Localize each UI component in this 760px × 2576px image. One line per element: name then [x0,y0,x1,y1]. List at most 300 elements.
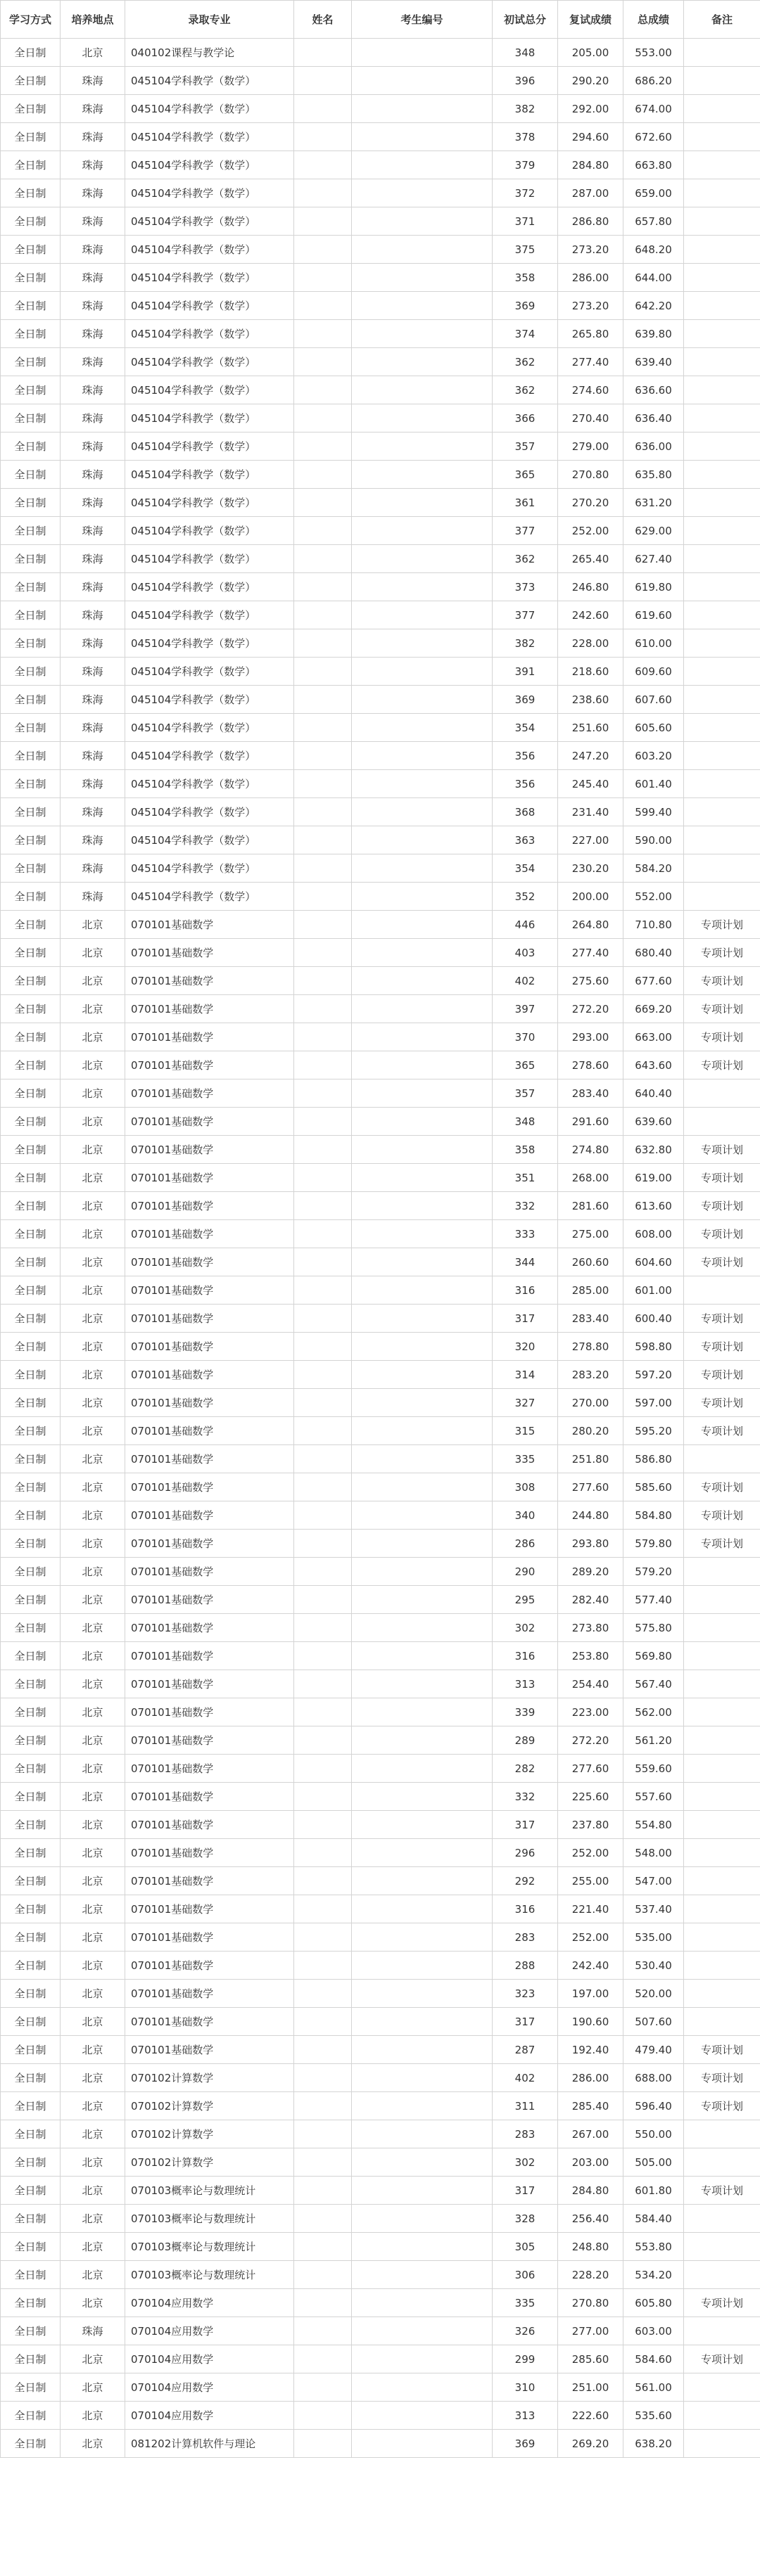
cell-exam-id [352,1642,493,1670]
cell-exam-id [352,2092,493,2120]
cell-study-mode: 全日制 [1,2317,61,2345]
cell-note [684,686,760,714]
cell-note [684,2402,760,2430]
table-row [1,1980,760,2008]
cell-retest-score: 272.20 [558,1726,623,1755]
cell-retest-score: 256.40 [558,2205,623,2233]
cell-major: 070103概率论与数理统计 [125,2233,294,2261]
cell-exam-id [352,2289,493,2317]
cell-exam-id [352,2205,493,2233]
cell-initial-score: 317 [493,2008,558,2036]
cell-major: 070101基础数学 [125,1051,294,1079]
cell-total-score: 579.80 [623,1530,684,1558]
cell-name [294,432,352,461]
cell-location: 北京 [61,1614,125,1642]
cell-major: 070101基础数学 [125,1389,294,1417]
cell-retest-score: 274.60 [558,376,623,404]
cell-total-score: 619.60 [623,601,684,629]
cell-study-mode: 全日制 [1,742,61,770]
cell-initial-score: 295 [493,1586,558,1614]
cell-retest-score: 254.40 [558,1670,623,1698]
cell-initial-score: 288 [493,1952,558,1980]
table-row [1,601,760,629]
cell-name [294,404,352,432]
cell-total-score: 644.00 [623,264,684,292]
cell-retest-score: 292.00 [558,95,623,123]
cell-location: 北京 [61,1501,125,1530]
cell-note [684,1108,760,1136]
table-row [1,939,760,967]
cell-exam-id [352,939,493,967]
cell-exam-id [352,629,493,658]
cell-total-score: 569.80 [623,1642,684,1670]
cell-name [294,1164,352,1192]
cell-retest-score: 267.00 [558,2120,623,2148]
table-row [1,2261,760,2289]
header-total-score: 总成绩 [623,1,684,39]
cell-major: 070101基础数学 [125,967,294,995]
cell-exam-id [352,770,493,798]
cell-exam-id [352,2345,493,2373]
cell-major: 070102计算数学 [125,2064,294,2092]
cell-note [684,39,760,67]
cell-study-mode: 全日制 [1,1670,61,1698]
cell-total-score: 613.60 [623,1192,684,1220]
cell-total-score: 686.20 [623,67,684,95]
cell-retest-score: 285.00 [558,1276,623,1305]
cell-retest-score: 242.60 [558,601,623,629]
header-exam-id: 考生编号 [352,1,493,39]
cell-retest-score: 273.20 [558,292,623,320]
table-row [1,95,760,123]
cell-study-mode: 全日制 [1,1108,61,1136]
cell-total-score: 688.00 [623,2064,684,2092]
cell-location: 珠海 [61,854,125,883]
cell-exam-id [352,601,493,629]
cell-exam-id [352,1501,493,1530]
cell-major: 045104学科教学（数学） [125,489,294,517]
cell-note [684,1895,760,1923]
cell-location: 北京 [61,1895,125,1923]
cell-note: 专项计划 [684,1023,760,1051]
cell-study-mode: 全日制 [1,1389,61,1417]
table-row [1,1952,760,1980]
cell-location: 北京 [61,1923,125,1952]
cell-location: 珠海 [61,292,125,320]
cell-initial-score: 356 [493,770,558,798]
cell-exam-id [352,1389,493,1417]
cell-name [294,714,352,742]
cell-initial-score: 332 [493,1783,558,1811]
cell-name [294,348,352,376]
cell-note: 专项计划 [684,967,760,995]
cell-initial-score: 317 [493,1811,558,1839]
cell-retest-score: 237.80 [558,1811,623,1839]
cell-note [684,1867,760,1895]
cell-exam-id [352,404,493,432]
cell-note [684,1952,760,1980]
cell-note [684,1079,760,1108]
table-row [1,2092,760,2120]
table-row [1,742,760,770]
cell-initial-score: 308 [493,1473,558,1501]
cell-note: 专项计划 [684,995,760,1023]
table-row [1,1473,760,1501]
cell-location: 北京 [61,1783,125,1811]
cell-total-score: 537.40 [623,1895,684,1923]
cell-exam-id [352,1670,493,1698]
cell-study-mode: 全日制 [1,1220,61,1248]
cell-retest-score: 252.00 [558,1923,623,1952]
table-row [1,404,760,432]
cell-total-score: 586.80 [623,1445,684,1473]
cell-initial-score: 316 [493,1276,558,1305]
cell-note [684,770,760,798]
cell-retest-score: 284.80 [558,2177,623,2205]
table-row [1,1389,760,1417]
table-row [1,1530,760,1558]
cell-name [294,1558,352,1586]
cell-note [684,1642,760,1670]
cell-retest-score: 272.20 [558,995,623,1023]
cell-name [294,1501,352,1530]
cell-exam-id [352,854,493,883]
cell-location: 北京 [61,1670,125,1698]
cell-name [294,1051,352,1079]
cell-total-score: 710.80 [623,911,684,939]
cell-note: 专项计划 [684,2036,760,2064]
cell-note [684,95,760,123]
cell-total-score: 554.80 [623,1811,684,1839]
cell-total-score: 520.00 [623,1980,684,2008]
cell-name [294,1895,352,1923]
cell-note [684,883,760,911]
cell-total-score: 561.20 [623,1726,684,1755]
cell-location: 北京 [61,1276,125,1305]
cell-major: 045104学科教学（数学） [125,826,294,854]
cell-initial-score: 358 [493,1136,558,1164]
cell-location: 珠海 [61,264,125,292]
cell-study-mode: 全日制 [1,1698,61,1726]
cell-initial-score: 351 [493,1164,558,1192]
cell-study-mode: 全日制 [1,1051,61,1079]
cell-exam-id [352,151,493,179]
cell-name [294,2373,352,2402]
cell-retest-score: 285.60 [558,2345,623,2373]
cell-exam-id [352,1417,493,1445]
cell-exam-id [352,1586,493,1614]
cell-location: 珠海 [61,179,125,207]
cell-note [684,826,760,854]
table-row [1,1333,760,1361]
cell-name [294,1023,352,1051]
cell-name [294,686,352,714]
cell-total-score: 535.00 [623,1923,684,1952]
cell-study-mode: 全日制 [1,432,61,461]
cell-name [294,1220,352,1248]
table-row [1,67,760,95]
cell-major: 070104应用数学 [125,2373,294,2402]
cell-note: 专项计划 [684,2177,760,2205]
cell-location: 北京 [61,2148,125,2177]
table-row [1,1417,760,1445]
cell-major: 070102计算数学 [125,2092,294,2120]
header-study-mode: 学习方式 [1,1,61,39]
cell-total-score: 479.40 [623,2036,684,2064]
cell-location: 北京 [61,2402,125,2430]
table-row [1,995,760,1023]
cell-note [684,1614,760,1642]
cell-exam-id [352,320,493,348]
cell-name [294,1923,352,1952]
cell-retest-score: 245.40 [558,770,623,798]
cell-total-score: 601.80 [623,2177,684,2205]
cell-retest-score: 223.00 [558,1698,623,1726]
table-row [1,123,760,151]
cell-retest-score: 282.40 [558,1586,623,1614]
cell-initial-score: 397 [493,995,558,1023]
cell-major: 070101基础数学 [125,1108,294,1136]
cell-note [684,404,760,432]
cell-major: 070104应用数学 [125,2402,294,2430]
cell-major: 045104学科教学（数学） [125,742,294,770]
cell-initial-score: 306 [493,2261,558,2289]
cell-initial-score: 292 [493,1867,558,1895]
cell-retest-score: 242.40 [558,1952,623,1980]
cell-location: 珠海 [61,714,125,742]
cell-location: 珠海 [61,489,125,517]
table-row [1,629,760,658]
cell-location: 珠海 [61,67,125,95]
cell-study-mode: 全日制 [1,1445,61,1473]
cell-location: 北京 [61,1530,125,1558]
cell-initial-score: 332 [493,1192,558,1220]
cell-total-score: 547.00 [623,1867,684,1895]
cell-note [684,207,760,236]
cell-note [684,2148,760,2177]
cell-study-mode: 全日制 [1,826,61,854]
cell-exam-id [352,2373,493,2402]
cell-initial-score: 302 [493,2148,558,2177]
cell-note: 专项计划 [684,911,760,939]
cell-total-score: 619.80 [623,573,684,601]
cell-location: 北京 [61,967,125,995]
cell-location: 珠海 [61,798,125,826]
cell-exam-id [352,1108,493,1136]
cell-initial-score: 402 [493,2064,558,2092]
cell-retest-score: 265.40 [558,545,623,573]
cell-location: 珠海 [61,883,125,911]
table-row [1,1164,760,1192]
cell-study-mode: 全日制 [1,1192,61,1220]
cell-retest-score: 221.40 [558,1895,623,1923]
cell-retest-score: 251.80 [558,1445,623,1473]
cell-exam-id [352,1980,493,2008]
cell-study-mode: 全日制 [1,1333,61,1361]
cell-name [294,1698,352,1726]
cell-exam-id [352,2008,493,2036]
cell-major: 081202计算机软件与理论 [125,2430,294,2458]
cell-note: 专项计划 [684,1164,760,1192]
cell-major: 045104学科教学（数学） [125,883,294,911]
cell-initial-score: 358 [493,264,558,292]
cell-major: 045104学科教学（数学） [125,714,294,742]
cell-initial-score: 335 [493,2289,558,2317]
cell-initial-score: 446 [493,911,558,939]
cell-study-mode: 全日制 [1,798,61,826]
cell-total-score: 552.00 [623,883,684,911]
cell-exam-id [352,1136,493,1164]
cell-location: 北京 [61,1333,125,1361]
cell-location: 北京 [61,1192,125,1220]
cell-major: 045104学科教学（数学） [125,320,294,348]
cell-study-mode: 全日制 [1,1755,61,1783]
cell-initial-score: 327 [493,1389,558,1417]
cell-location: 北京 [61,1980,125,2008]
cell-note [684,714,760,742]
cell-initial-score: 315 [493,1417,558,1445]
cell-initial-score: 362 [493,376,558,404]
cell-retest-score: 231.40 [558,798,623,826]
cell-exam-id [352,1473,493,1501]
cell-name [294,967,352,995]
cell-name [294,1079,352,1108]
cell-exam-id [352,39,493,67]
cell-exam-id [352,432,493,461]
cell-note: 专项计划 [684,939,760,967]
table-row [1,2148,760,2177]
cell-study-mode: 全日制 [1,1361,61,1389]
cell-note [684,2233,760,2261]
cell-exam-id [352,1895,493,1923]
cell-retest-score: 251.00 [558,2373,623,2402]
cell-study-mode: 全日制 [1,207,61,236]
cell-name [294,2036,352,2064]
cell-initial-score: 357 [493,432,558,461]
table-row [1,798,760,826]
table-row [1,2064,760,2092]
cell-note [684,376,760,404]
cell-initial-score: 352 [493,883,558,911]
cell-retest-score: 283.40 [558,1305,623,1333]
cell-initial-score: 320 [493,1333,558,1361]
cell-note [684,1839,760,1867]
cell-retest-score: 273.80 [558,1614,623,1642]
cell-total-score: 663.80 [623,151,684,179]
cell-study-mode: 全日制 [1,545,61,573]
cell-major: 070101基础数学 [125,2036,294,2064]
cell-retest-score: 278.80 [558,1333,623,1361]
table-row [1,1586,760,1614]
cell-exam-id [352,1079,493,1108]
cell-initial-score: 282 [493,1755,558,1783]
cell-location: 北京 [61,1164,125,1192]
cell-retest-score: 230.20 [558,854,623,883]
cell-note: 专项计划 [684,1192,760,1220]
cell-major: 070101基础数学 [125,1698,294,1726]
cell-initial-score: 286 [493,1530,558,1558]
cell-location: 北京 [61,911,125,939]
cell-major: 070101基础数学 [125,1164,294,1192]
cell-total-score: 553.00 [623,39,684,67]
table-row [1,151,760,179]
cell-name [294,2430,352,2458]
cell-retest-score: 247.20 [558,742,623,770]
table-body [1,39,760,2458]
cell-exam-id [352,2177,493,2205]
table-row [1,1248,760,1276]
cell-study-mode: 全日制 [1,1783,61,1811]
cell-major: 070101基础数学 [125,1614,294,1642]
cell-major: 045104学科教学（数学） [125,179,294,207]
table-row [1,1305,760,1333]
table-row [1,1136,760,1164]
table-row [1,2036,760,2064]
cell-name [294,236,352,264]
cell-exam-id [352,1530,493,1558]
cell-name [294,320,352,348]
cell-retest-score: 269.20 [558,2430,623,2458]
cell-name [294,489,352,517]
cell-study-mode: 全日制 [1,95,61,123]
cell-retest-score: 274.80 [558,1136,623,1164]
cell-exam-id [352,179,493,207]
table-row [1,461,760,489]
cell-exam-id [352,2261,493,2289]
cell-location: 北京 [61,1811,125,1839]
cell-initial-score: 362 [493,348,558,376]
cell-retest-score: 280.20 [558,1417,623,1445]
cell-initial-score: 371 [493,207,558,236]
cell-initial-score: 375 [493,236,558,264]
cell-initial-score: 366 [493,404,558,432]
cell-study-mode: 全日制 [1,292,61,320]
cell-location: 北京 [61,995,125,1023]
cell-initial-score: 369 [493,292,558,320]
cell-study-mode: 全日制 [1,2430,61,2458]
cell-exam-id [352,1051,493,1079]
cell-location: 珠海 [61,629,125,658]
cell-exam-id [352,123,493,151]
cell-total-score: 535.60 [623,2402,684,2430]
cell-major: 070101基础数学 [125,1783,294,1811]
cell-total-score: 584.80 [623,1501,684,1530]
cell-exam-id [352,573,493,601]
table-row [1,207,760,236]
cell-study-mode: 全日制 [1,123,61,151]
cell-initial-score: 340 [493,1501,558,1530]
cell-retest-score: 197.00 [558,1980,623,2008]
cell-study-mode: 全日制 [1,2402,61,2430]
cell-major: 070104应用数学 [125,2345,294,2373]
cell-note [684,432,760,461]
cell-location: 北京 [61,1305,125,1333]
cell-exam-id [352,376,493,404]
cell-study-mode: 全日制 [1,1895,61,1923]
cell-major: 045104学科教学（数学） [125,123,294,151]
cell-study-mode: 全日制 [1,2064,61,2092]
table-row [1,1867,760,1895]
table-row [1,2120,760,2148]
cell-initial-score: 377 [493,517,558,545]
cell-exam-id [352,1023,493,1051]
cell-total-score: 505.00 [623,2148,684,2177]
cell-name [294,798,352,826]
cell-retest-score: 290.20 [558,67,623,95]
cell-retest-score: 218.60 [558,658,623,686]
cell-note [684,489,760,517]
cell-total-score: 584.40 [623,2205,684,2233]
